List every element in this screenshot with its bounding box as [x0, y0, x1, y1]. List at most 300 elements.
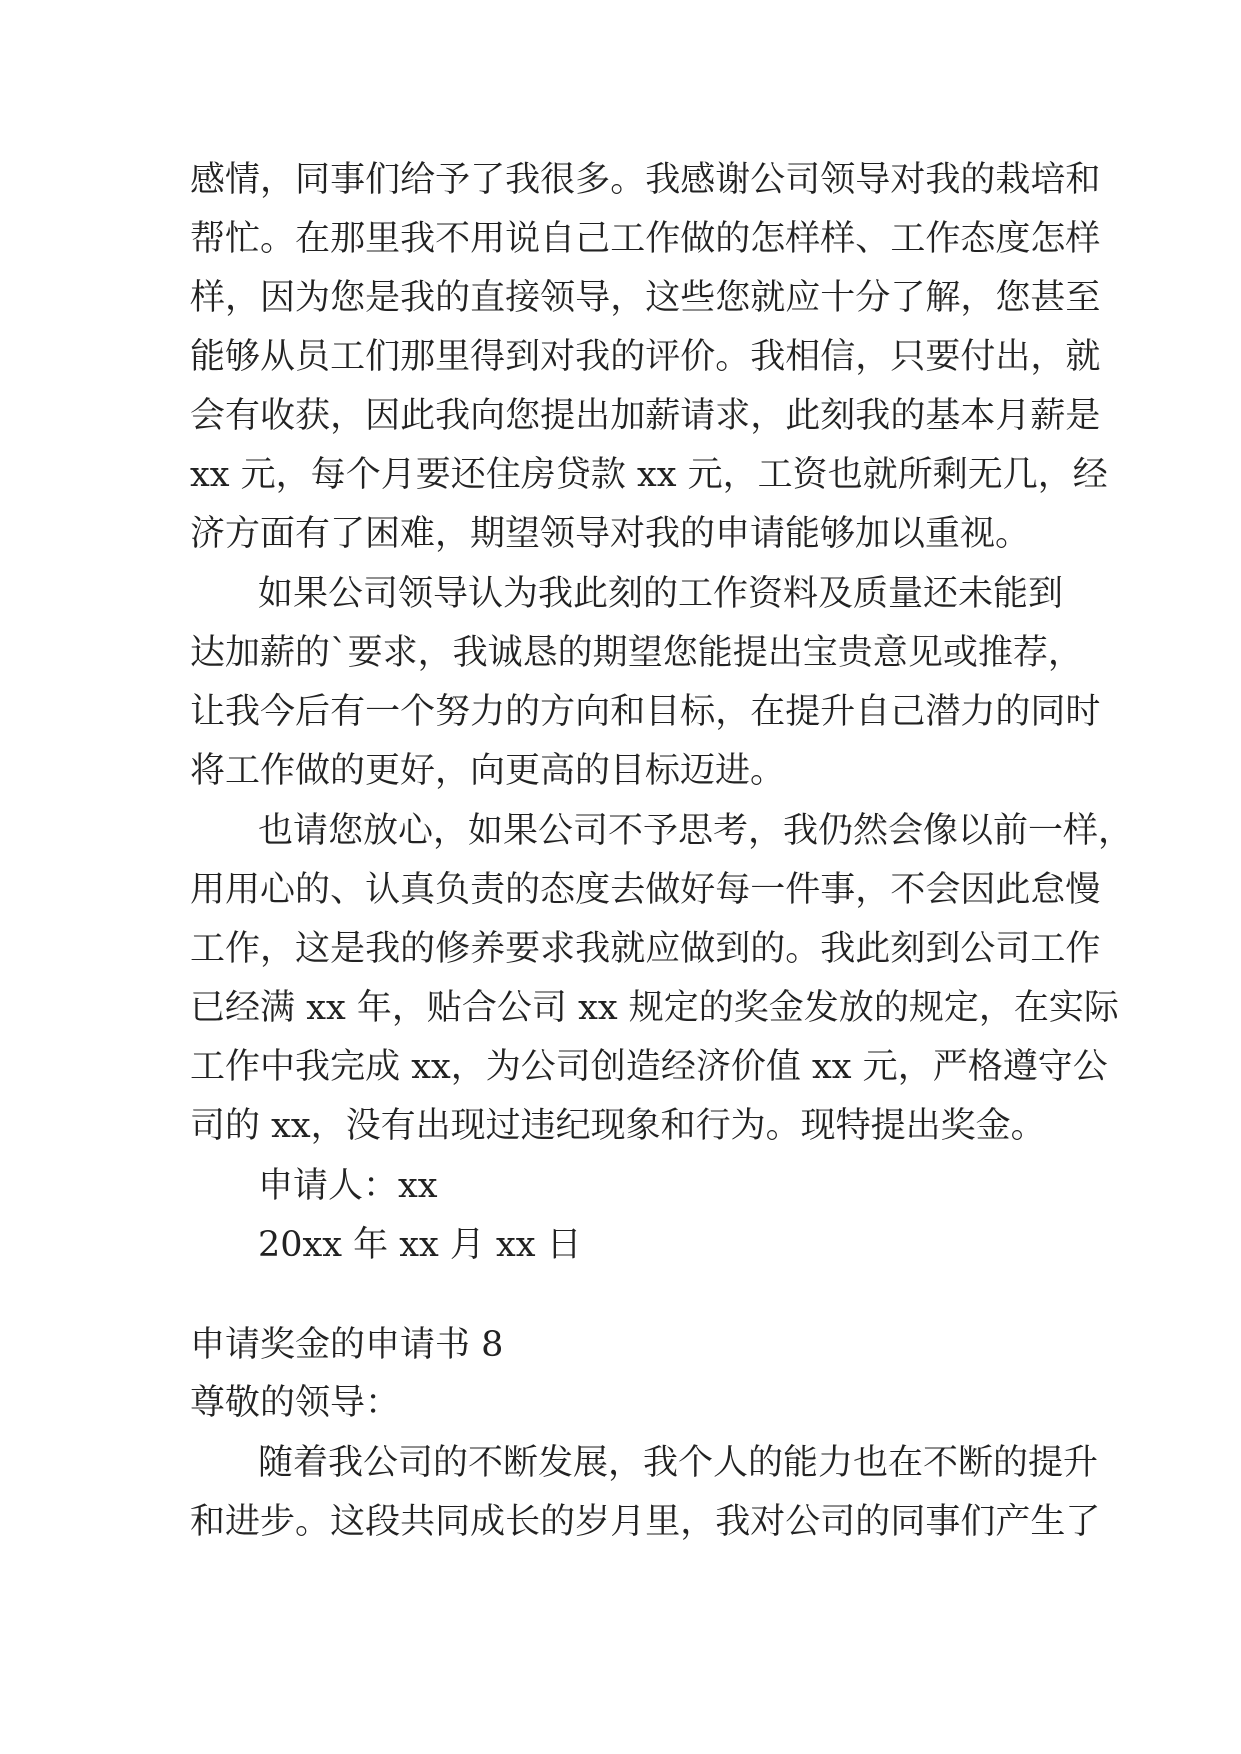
- char: 几: [1002, 455, 1038, 495]
- char: 恳: [522, 633, 558, 673]
- char: 至: [1065, 278, 1101, 318]
- char: 工: [1030, 929, 1066, 969]
- char: 的: [610, 337, 646, 377]
- char: ，: [855, 337, 891, 377]
- char: 刻: [820, 396, 856, 436]
- char: 贷: [555, 455, 591, 495]
- char: x: [190, 455, 210, 495]
- char: 。: [260, 219, 296, 259]
- char: 提: [732, 633, 768, 673]
- char: 就: [610, 929, 646, 969]
- char: 金: [768, 988, 804, 1028]
- char: x: [636, 455, 657, 495]
- char: 造: [625, 1047, 661, 1087]
- char: 产: [995, 1502, 1031, 1542]
- char: 事: [330, 160, 366, 200]
- char: ，: [450, 1047, 486, 1087]
- char: 里: [645, 1502, 681, 1542]
- text-line: [190, 690, 1101, 734]
- char: 长: [505, 1502, 541, 1542]
- char: 您: [330, 278, 366, 318]
- text-line: 随着我公司的不断发展，我个人的能力也在不断的提升: [258, 1443, 1099, 1483]
- char: 款: [590, 455, 626, 495]
- char: 要: [347, 633, 383, 673]
- char: 情: [225, 160, 261, 200]
- char: 感: [190, 160, 226, 200]
- char: 里: [435, 337, 471, 377]
- char: 规: [908, 988, 944, 1028]
- char: 用: [470, 219, 506, 259]
- char: 达: [190, 633, 226, 673]
- char: 十: [820, 278, 856, 318]
- char: 的: [435, 278, 471, 318]
- char: 了: [470, 160, 506, 200]
- char: 提: [540, 396, 576, 436]
- char: 元: [862, 1047, 898, 1087]
- text-line: [190, 217, 1101, 261]
- char: 好: [680, 870, 716, 910]
- char: 谢: [715, 160, 751, 200]
- char: 和: [610, 692, 646, 732]
- text-line: [190, 335, 1101, 379]
- text-line: 将工作做的更好，向更高的目标迈进。: [190, 751, 786, 791]
- char: 元: [240, 455, 276, 495]
- char: 升: [820, 692, 856, 732]
- char: 见: [907, 633, 943, 673]
- char: 出: [575, 396, 611, 436]
- char: 的: [505, 692, 541, 732]
- text-line: 济方面有了困难，期望领导对我的申请能够加以重视。: [190, 514, 1031, 554]
- char: 刻: [890, 929, 926, 969]
- char: 工: [330, 337, 366, 377]
- char: 去: [610, 870, 646, 910]
- char: [295, 986, 306, 1030]
- char: 公: [1072, 1047, 1108, 1087]
- char: 在: [295, 219, 331, 259]
- char: ，: [1030, 337, 1066, 377]
- char: 收: [260, 396, 296, 436]
- char: 向: [470, 396, 506, 436]
- char: ，: [417, 633, 453, 673]
- char: 步: [260, 1502, 296, 1542]
- char: 意: [872, 633, 908, 673]
- char: 是: [330, 929, 366, 969]
- char: ，: [260, 929, 296, 969]
- char: 期: [592, 633, 628, 673]
- char: 此: [400, 396, 436, 436]
- char: 公: [520, 1047, 556, 1087]
- char: 能: [190, 337, 226, 377]
- char: 、: [855, 219, 891, 259]
- char: ，: [260, 160, 296, 200]
- char: ，: [275, 455, 311, 495]
- char: 用: [225, 870, 261, 910]
- char: 规: [628, 988, 664, 1028]
- char: 只: [890, 337, 926, 377]
- char: 月: [610, 1502, 646, 1542]
- char: 力: [960, 692, 996, 732]
- char: 薪: [1030, 396, 1066, 436]
- char: 我: [452, 633, 488, 673]
- char: 说: [505, 219, 541, 259]
- char: 发: [803, 988, 839, 1028]
- text-line: [190, 631, 1083, 675]
- text-line: 司的 xx，没有出现过违纪现象和行为。现特提出奖金。: [190, 1106, 1046, 1146]
- char: 工: [190, 929, 226, 969]
- char: 作: [225, 1047, 261, 1087]
- char: 的: [400, 929, 436, 969]
- char: 员: [295, 337, 331, 377]
- char: 段: [365, 1502, 401, 1542]
- char: 是: [1065, 396, 1101, 436]
- char: 就: [862, 455, 898, 495]
- char: 就: [1065, 337, 1101, 377]
- char: 怠: [1030, 870, 1066, 910]
- char: 经: [660, 1047, 696, 1087]
- text-line: [190, 986, 1119, 1030]
- char: 做: [680, 929, 716, 969]
- char: 导: [855, 160, 891, 200]
- char: 推: [977, 633, 1013, 673]
- char: 在: [750, 692, 786, 732]
- char: 事: [820, 870, 856, 910]
- char: 领: [820, 160, 856, 200]
- char: 完: [330, 1047, 366, 1087]
- char: 获: [295, 396, 331, 436]
- char: 责: [470, 870, 506, 910]
- char: [626, 453, 637, 497]
- char: 一: [365, 692, 401, 732]
- char: 定: [943, 988, 979, 1028]
- text-line: [190, 927, 1101, 971]
- char: 要: [415, 455, 451, 495]
- char: 后: [295, 692, 331, 732]
- char: 信: [820, 337, 856, 377]
- char: 出: [767, 633, 803, 673]
- char: 们: [365, 160, 401, 200]
- char: 我: [295, 1047, 331, 1087]
- text-line: [190, 1045, 1108, 1089]
- char: 值: [765, 1047, 801, 1087]
- char: 我: [400, 278, 436, 318]
- char: 放: [838, 988, 874, 1028]
- char: 提: [785, 692, 821, 732]
- char: 自: [540, 219, 576, 259]
- char: 所: [897, 455, 933, 495]
- char: 接: [505, 278, 541, 318]
- char: ，: [391, 988, 427, 1028]
- char: x: [812, 1047, 832, 1087]
- char: 样: [785, 219, 821, 259]
- char: 加: [225, 633, 261, 673]
- char: 。: [715, 337, 751, 377]
- char: 的: [540, 1502, 576, 1542]
- char: 的: [890, 396, 926, 436]
- char: 格: [967, 1047, 1003, 1087]
- char: 也: [827, 455, 863, 495]
- char: 严: [932, 1047, 968, 1087]
- char: 为: [295, 278, 331, 318]
- char: 潜: [925, 692, 961, 732]
- char: 求: [382, 633, 418, 673]
- char: 司: [820, 1502, 856, 1542]
- char: 成: [365, 1047, 401, 1087]
- char: 让: [190, 692, 226, 732]
- char: 资: [792, 455, 828, 495]
- char: 忙: [225, 219, 261, 259]
- char: 予: [435, 160, 471, 200]
- text-line: [190, 394, 1101, 438]
- char: 多: [575, 160, 611, 200]
- char: 要: [505, 929, 541, 969]
- char: 共: [400, 1502, 436, 1542]
- char: 基: [925, 396, 961, 436]
- char: 我: [645, 160, 681, 200]
- char: 公: [750, 160, 786, 200]
- char: 经: [1072, 455, 1108, 495]
- char: 和: [190, 1502, 226, 1542]
- char: 的: [995, 692, 1031, 732]
- char: 怎: [1030, 219, 1066, 259]
- char: x: [656, 455, 677, 495]
- char: ，: [855, 870, 891, 910]
- char: 今: [260, 692, 296, 732]
- char: 创: [590, 1047, 626, 1087]
- char: 就: [750, 278, 786, 318]
- char: 司: [995, 929, 1031, 969]
- char: ，: [225, 278, 261, 318]
- char: 帮: [190, 219, 226, 259]
- char: 每: [310, 455, 346, 495]
- char: 些: [680, 278, 716, 318]
- char: 我: [575, 337, 611, 377]
- char: 有: [225, 396, 261, 436]
- char: 的: [295, 870, 331, 910]
- char: 负: [435, 870, 471, 910]
- char: 那: [330, 219, 366, 259]
- char: 岁: [575, 1502, 611, 1542]
- char: 房: [520, 455, 556, 495]
- char: 努: [435, 692, 471, 732]
- char: 进: [225, 1502, 261, 1542]
- char: [567, 986, 578, 1030]
- char: 满: [260, 988, 296, 1028]
- char: 此: [995, 870, 1031, 910]
- char: 您: [662, 633, 698, 673]
- char: 态: [540, 870, 576, 910]
- char: 年: [356, 988, 392, 1028]
- char: 领: [540, 278, 576, 318]
- char: 住: [485, 455, 521, 495]
- char: 守: [1037, 1047, 1073, 1087]
- char: 能: [697, 633, 733, 673]
- char: 用: [190, 870, 226, 910]
- char: 工: [190, 1047, 226, 1087]
- char: 自: [855, 692, 891, 732]
- char: 事: [925, 1502, 961, 1542]
- char: 己: [890, 692, 926, 732]
- char: 栽: [995, 160, 1031, 200]
- char: x: [578, 988, 598, 1028]
- char: 在: [1013, 988, 1049, 1028]
- char: 奖: [733, 988, 769, 1028]
- char: 是: [365, 278, 401, 318]
- char: x: [430, 1047, 451, 1087]
- char: 目: [645, 692, 681, 732]
- char: 们: [960, 1502, 996, 1542]
- char: ，: [330, 396, 366, 436]
- char: x: [831, 1047, 852, 1087]
- char: x: [306, 988, 326, 1028]
- char: 养: [470, 929, 506, 969]
- char: ，: [960, 278, 996, 318]
- char: 时: [1065, 692, 1101, 732]
- char: ，: [610, 278, 646, 318]
- char: 实: [1048, 988, 1084, 1028]
- char: 公: [785, 1502, 821, 1542]
- char: 的: [715, 219, 751, 259]
- char: 。: [295, 1502, 331, 1542]
- char: 我: [575, 929, 611, 969]
- char: 向: [575, 692, 611, 732]
- char: 导: [575, 278, 611, 318]
- char: [618, 986, 629, 1030]
- char: 对: [890, 160, 926, 200]
- char: 生: [1030, 1502, 1066, 1542]
- char: 的: [505, 870, 541, 910]
- char: 真: [400, 870, 436, 910]
- char: 们: [365, 337, 401, 377]
- char: 这: [645, 278, 681, 318]
- char: 价: [730, 1047, 766, 1087]
- char: x: [209, 455, 230, 495]
- char: 此: [785, 396, 821, 436]
- char: 得: [470, 337, 506, 377]
- char: 还: [450, 455, 486, 495]
- char: 无: [967, 455, 1003, 495]
- char: 望: [627, 633, 663, 673]
- char: 遵: [1002, 1047, 1038, 1087]
- char: 贴: [426, 988, 462, 1028]
- char: ，: [722, 455, 758, 495]
- char: 心: [260, 870, 296, 910]
- char: 评: [645, 337, 681, 377]
- text-line: 也请您放心，如果公司不予思考，我仍然会像以前一样，: [258, 811, 1134, 851]
- char: 诚: [487, 633, 523, 673]
- char: 的: [855, 1502, 891, 1542]
- char: 求: [715, 396, 751, 436]
- char: [400, 1045, 411, 1089]
- text-line: [190, 868, 1101, 912]
- char: 要: [925, 337, 961, 377]
- char: 您: [715, 278, 751, 318]
- char: 方: [540, 692, 576, 732]
- char: 培: [1030, 160, 1066, 200]
- char: 个: [345, 455, 381, 495]
- char: 作: [645, 219, 681, 259]
- char: 工: [610, 219, 646, 259]
- char: 甚: [1030, 278, 1066, 318]
- char: 我: [820, 929, 856, 969]
- char: 这: [330, 1502, 366, 1542]
- char: 一: [750, 870, 786, 910]
- char: 或: [942, 633, 978, 673]
- char: 经: [225, 988, 261, 1028]
- char: 不: [435, 219, 471, 259]
- char: 我: [715, 1502, 751, 1542]
- char: 态: [960, 219, 996, 259]
- char: 因: [365, 396, 401, 436]
- char: 应: [645, 929, 681, 969]
- char: 作: [225, 929, 261, 969]
- char: 对: [750, 1502, 786, 1542]
- char: 司: [531, 988, 567, 1028]
- char: 样: [190, 278, 226, 318]
- text-line: [190, 276, 1101, 320]
- char: 到: [925, 929, 961, 969]
- char: 和: [1065, 160, 1101, 200]
- text-line: [190, 1500, 1101, 1544]
- char: 这: [295, 929, 331, 969]
- char: 每: [715, 870, 751, 910]
- char: 薪: [645, 396, 681, 436]
- char: 同: [295, 160, 331, 200]
- section-title: 申请奖金的申请书 8: [190, 1325, 504, 1365]
- char: x: [597, 988, 618, 1028]
- char: 工: [890, 219, 926, 259]
- text-line: [190, 158, 1101, 202]
- char: ，: [715, 692, 751, 732]
- char: 分: [855, 278, 891, 318]
- char: 认: [365, 870, 401, 910]
- char: 贵: [837, 633, 873, 673]
- char: 司: [785, 160, 821, 200]
- char: 。: [785, 929, 821, 969]
- char: 解: [925, 278, 961, 318]
- char: 样: [1065, 219, 1101, 259]
- char: 元: [687, 455, 723, 495]
- char: 力: [470, 692, 506, 732]
- char: 不: [890, 870, 926, 910]
- char: 应: [785, 278, 821, 318]
- char: 己: [575, 219, 611, 259]
- char: 加: [610, 396, 646, 436]
- char: 本: [960, 396, 996, 436]
- char: 样: [820, 219, 856, 259]
- char: 从: [260, 337, 296, 377]
- char: 我: [435, 396, 471, 436]
- char: 已: [190, 988, 226, 1028]
- char: 作: [1065, 929, 1101, 969]
- char: 月: [995, 396, 1031, 436]
- char: [801, 1045, 812, 1089]
- char: 修: [435, 929, 471, 969]
- char: 您: [505, 396, 541, 436]
- char: 件: [785, 870, 821, 910]
- char: 我: [925, 160, 961, 200]
- char: 此: [855, 929, 891, 969]
- char: 的: [557, 633, 593, 673]
- char: 际: [1083, 988, 1119, 1028]
- char: 您: [995, 278, 1031, 318]
- char: 价: [680, 337, 716, 377]
- char: 因: [960, 870, 996, 910]
- char: ，: [897, 1047, 933, 1087]
- char: 的: [750, 929, 786, 969]
- char: 给: [400, 160, 436, 200]
- char: 标: [680, 692, 716, 732]
- char: 司: [555, 1047, 591, 1087]
